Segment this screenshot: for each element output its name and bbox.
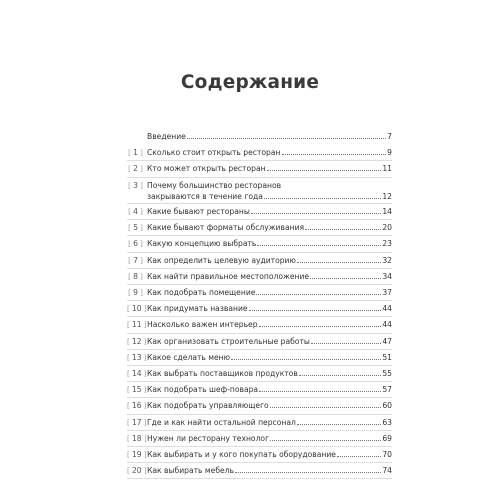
chapter-number: [ 13 ] xyxy=(127,352,147,362)
chapter-number: [ 4 ] xyxy=(128,207,143,217)
chapter-number: [ 3 ] xyxy=(128,180,143,190)
page-number: 51 xyxy=(382,352,392,362)
chapter-number-value: 15 xyxy=(131,385,142,395)
toc-entry-title: Как подобрать шеф-повара xyxy=(147,385,259,395)
toc-entry xyxy=(127,336,392,352)
dot-leader xyxy=(270,440,381,441)
chapter-number: [ 19 ] xyxy=(127,449,147,459)
table-of-contents xyxy=(127,131,392,481)
page-number: 69 xyxy=(382,433,392,443)
page-number: 20 xyxy=(382,223,392,233)
chapter-number: [ 20 ] xyxy=(127,466,147,476)
row-divider xyxy=(127,300,392,301)
chapter-number-value: 5 xyxy=(133,223,138,233)
page-number: 14 xyxy=(382,207,392,217)
toc-entry xyxy=(127,303,392,319)
toc-entry-title: Введение xyxy=(147,132,186,141)
chapter-number: [ 8 ] xyxy=(128,271,143,281)
row-divider xyxy=(127,462,392,463)
row-divider xyxy=(127,478,392,479)
page-number: 57 xyxy=(382,385,392,395)
chapter-number-value: 17 xyxy=(131,417,142,427)
toc-entry-title: Какие бывают рестораны xyxy=(147,207,250,217)
dot-leader xyxy=(311,343,381,344)
row-divider xyxy=(127,268,392,269)
page-number: 70 xyxy=(382,449,392,459)
page-title: Содержание xyxy=(180,72,320,93)
row-divider xyxy=(127,316,392,317)
dot-leader xyxy=(297,262,381,263)
toc-entry xyxy=(127,222,392,238)
row-divider xyxy=(127,446,392,447)
dot-leader xyxy=(299,375,381,376)
dot-leader xyxy=(305,229,381,230)
chapter-number: [ 12 ] xyxy=(127,336,147,346)
row-divider xyxy=(127,381,392,382)
toc-entry xyxy=(127,384,392,400)
chapter-number-value: 2 xyxy=(133,164,138,174)
toc-entry-title-line: Почему большинство ресторанов xyxy=(147,180,282,190)
page-number: 11 xyxy=(382,164,392,174)
chapter-number: [ 18 ] xyxy=(127,433,147,443)
toc-entry-title: закрываются в течение года xyxy=(147,191,263,201)
page-number: 44 xyxy=(382,304,392,314)
row-divider xyxy=(127,252,392,253)
chapter-number-value: 3 xyxy=(133,180,138,190)
chapter-number-value: 18 xyxy=(131,433,142,443)
chapter-number: [ 14 ] xyxy=(127,368,147,378)
chapter-number-value: 20 xyxy=(131,466,142,476)
toc-entry-title: Как выбирать мебель xyxy=(147,466,235,476)
chapter-number: [ 16 ] xyxy=(127,401,147,411)
page-number: 63 xyxy=(382,417,392,427)
toc-entry xyxy=(127,368,392,384)
chapter-number-value: 1 xyxy=(133,148,138,158)
toc-entry xyxy=(127,238,392,254)
page-number: 55 xyxy=(382,368,392,378)
toc-entry-title: Как организовать строительные работы xyxy=(147,336,310,346)
chapter-number-value: 9 xyxy=(133,288,138,297)
row-divider xyxy=(127,219,392,220)
chapter-number: [ 9 ] xyxy=(128,288,143,297)
toc-entry xyxy=(127,131,392,147)
toc-entry xyxy=(127,465,392,481)
dot-leader xyxy=(187,138,386,139)
page-number: 23 xyxy=(382,239,392,249)
toc-entry xyxy=(127,287,392,303)
toc-entry-title: Сколько стоит открыть ресторан xyxy=(147,148,281,158)
toc-entry xyxy=(127,163,392,179)
page-number: 34 xyxy=(382,271,392,281)
page-number: 32 xyxy=(382,255,392,265)
page-number: 60 xyxy=(382,401,392,411)
toc-entry-title: Как найти правильное местоположение xyxy=(147,271,310,281)
toc-entry xyxy=(127,449,392,465)
chapter-number-value: 13 xyxy=(131,352,142,362)
row-divider xyxy=(127,414,392,415)
page-number: 7 xyxy=(387,132,392,141)
toc-entry-title: Как выбирать и у кого покупать оборудование xyxy=(147,449,336,459)
toc-entry xyxy=(127,180,392,207)
row-divider xyxy=(127,430,392,431)
dot-leader xyxy=(235,472,381,473)
toc-entry-title: Какое сделать меню xyxy=(147,352,231,362)
page-number: 12 xyxy=(382,191,392,201)
toc-entry-title: Как определить целевую аудиторию xyxy=(147,255,296,265)
chapter-number-value: 6 xyxy=(133,239,138,249)
chapter-number: [ 15 ] xyxy=(127,385,147,395)
toc-entry-title: Как подобрать управляющего xyxy=(147,401,269,411)
page-number: 47 xyxy=(382,336,392,346)
dot-leader xyxy=(231,359,381,360)
row-divider xyxy=(127,177,392,178)
toc-entry xyxy=(127,255,392,271)
toc-entry-title: Какую концепцию выбрать xyxy=(147,239,257,249)
chapter-number: [ 5 ] xyxy=(128,223,143,233)
dot-leader xyxy=(267,170,382,171)
dot-leader xyxy=(257,245,381,246)
chapter-number: [ 11 ] xyxy=(127,320,147,330)
dot-leader xyxy=(259,326,382,327)
toc-entry xyxy=(127,206,392,222)
toc-entry-title: Как выбрать поставщиков продуктов xyxy=(147,368,298,378)
toc-entry xyxy=(127,147,392,163)
chapter-number-value: 7 xyxy=(133,255,138,265)
chapter-number: [ 10 ] xyxy=(127,304,147,314)
toc-entry xyxy=(127,352,392,368)
row-divider xyxy=(127,203,392,204)
page-number: 9 xyxy=(387,148,392,158)
toc-entry-title: Нужен ли ресторану технолог xyxy=(147,433,270,443)
row-divider xyxy=(127,397,392,398)
chapter-number: [ 17 ] xyxy=(127,417,147,427)
dot-leader xyxy=(270,407,382,408)
dot-leader xyxy=(249,310,382,311)
page-number: 74 xyxy=(382,466,392,476)
page-number: 37 xyxy=(382,288,392,297)
toc-entry xyxy=(127,319,392,335)
toc-entry-title: Кто может открыть ресторан xyxy=(147,164,266,174)
dot-leader xyxy=(282,154,387,155)
toc-entry-title: Какие бывают форматы обслуживания xyxy=(147,223,305,233)
row-divider xyxy=(127,284,392,285)
chapter-number-value: 10 xyxy=(131,304,142,314)
dot-leader xyxy=(264,198,381,199)
toc-entry-title: Как подобрать помещение xyxy=(147,288,256,297)
chapter-number: [ 1 ] xyxy=(128,148,143,158)
dot-leader xyxy=(259,391,381,392)
row-divider xyxy=(127,333,392,334)
toc-entry-title: Где и как найти остальной персонал xyxy=(147,417,296,427)
chapter-number: [ 6 ] xyxy=(128,239,143,249)
row-divider xyxy=(127,349,392,350)
book-page xyxy=(100,0,400,500)
chapter-number-value: 11 xyxy=(131,320,142,330)
chapter-number: [ 2 ] xyxy=(128,164,143,174)
dot-leader xyxy=(297,424,382,425)
row-divider xyxy=(127,365,392,366)
row-divider xyxy=(127,235,392,236)
toc-entry xyxy=(127,271,392,287)
dot-leader xyxy=(310,278,381,279)
toc-entry xyxy=(127,417,392,433)
page-number: 44 xyxy=(382,320,392,330)
toc-entry xyxy=(127,400,392,416)
dot-leader xyxy=(251,213,381,214)
chapter-number-value: 4 xyxy=(133,207,138,217)
dot-leader xyxy=(337,456,381,457)
chapter-number-value: 8 xyxy=(133,271,138,281)
chapter-number-value: 19 xyxy=(131,449,142,459)
chapter-number-value: 16 xyxy=(131,401,142,411)
toc-entry-title: Как придумать название xyxy=(147,304,248,314)
chapter-number: [ 7 ] xyxy=(128,255,143,265)
row-divider xyxy=(127,160,392,161)
dot-leader xyxy=(256,294,381,295)
toc-entry xyxy=(127,433,392,449)
chapter-number-value: 12 xyxy=(131,336,142,346)
chapter-number-value: 14 xyxy=(131,368,142,378)
toc-entry-title: Насколько важен интерьер xyxy=(147,320,258,330)
